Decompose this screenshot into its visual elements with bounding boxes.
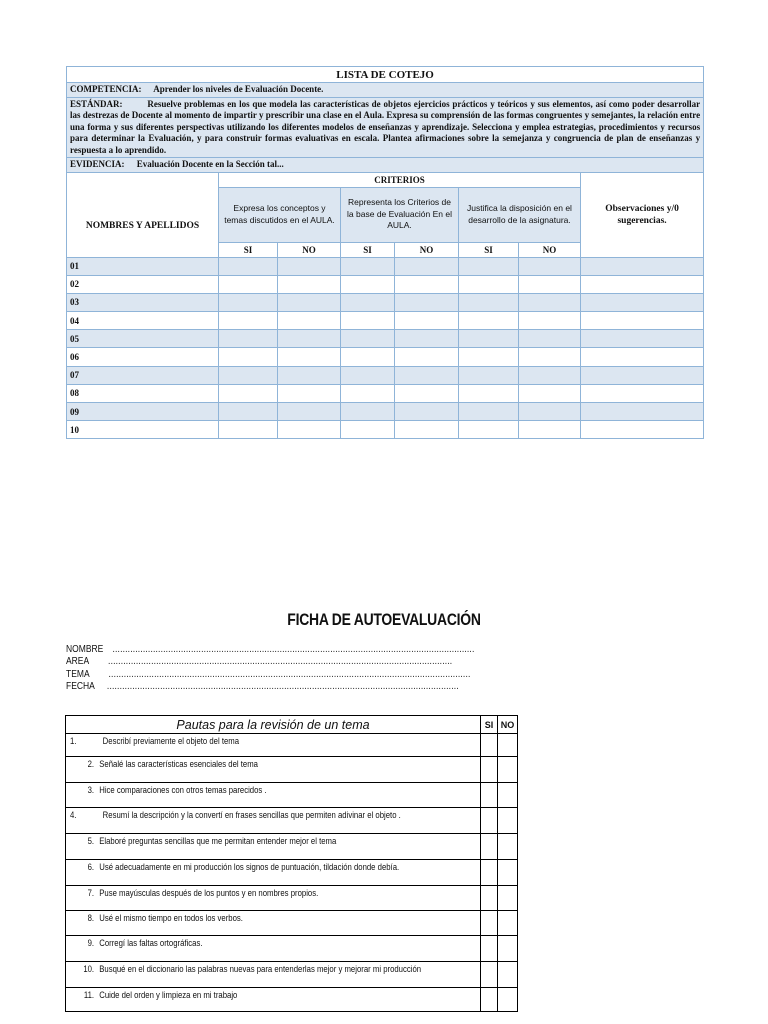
nombres-header: NOMBRES Y APELLIDOS <box>67 172 219 257</box>
cell-c2-no[interactable] <box>395 421 459 439</box>
pauta-row <box>66 783 518 808</box>
cell-c3-no[interactable] <box>519 366 581 384</box>
pauta-text: Usé adecuadamente en mi producción los signos de puntuación, tildación donde debía. <box>99 862 400 872</box>
cotejo-title: LISTA DE COTEJO <box>67 67 704 83</box>
fecha-label: FECHA <box>66 681 95 692</box>
cell-c1-no[interactable] <box>278 257 341 275</box>
evidencia-label: EVIDENCIA: <box>70 159 125 169</box>
competencia-row <box>67 83 704 98</box>
row-number: 04 <box>67 312 219 330</box>
pauta-number: 2. <box>87 759 95 769</box>
cell-c2-no[interactable] <box>395 312 459 330</box>
pauta-row <box>66 911 518 936</box>
pauta-text: Hice comparaciones con otros temas parecidos . <box>99 785 267 795</box>
cell-c3-si[interactable] <box>459 366 519 384</box>
pauta-no-checkbox[interactable] <box>498 886 518 911</box>
pauta-row <box>66 834 518 860</box>
cell-c1-si[interactable] <box>219 312 278 330</box>
area-dots: ........................................................................................................................................ <box>108 656 453 667</box>
cell-c3-no[interactable] <box>519 330 581 348</box>
nombre-label: NOMBRE <box>66 644 104 655</box>
cell-c1-no[interactable] <box>278 348 341 366</box>
cotejo-row <box>67 403 704 421</box>
cell-c3-no[interactable] <box>519 403 581 421</box>
cell-c1-no[interactable] <box>278 421 341 439</box>
pauta-text: Corregí las faltas ortográficas. <box>99 938 203 948</box>
row-number: 06 <box>67 348 219 366</box>
criterio-2-si: SI <box>341 242 395 257</box>
pauta-row <box>66 936 518 962</box>
cell-c1-no[interactable] <box>278 330 341 348</box>
pauta-number: 11. <box>83 990 95 1000</box>
pauta-si-checkbox[interactable] <box>481 757 498 783</box>
pauta-no-checkbox[interactable] <box>498 734 518 757</box>
pauta-number: 6. <box>87 862 95 872</box>
pauta-item <box>66 860 481 886</box>
pauta-item <box>66 886 481 911</box>
pauta-text: Puse mayúsculas después de los puntos y en nombres propios. <box>99 888 319 898</box>
criterio-2: Representa los Criterios de la base de Evaluación En el AULA. <box>341 187 459 242</box>
nombre-dots: ............................................................................................................................................... <box>112 644 475 655</box>
cell-c1-si[interactable] <box>219 384 278 402</box>
cell-c3-no[interactable] <box>519 257 581 275</box>
pauta-item <box>66 936 481 962</box>
cell-observaciones[interactable] <box>581 366 704 384</box>
cell-c2-si[interactable] <box>341 384 395 402</box>
criterio-1: Expresa los conceptos y temas discutidos en el AULA. <box>219 187 341 242</box>
cell-observaciones[interactable] <box>581 403 704 421</box>
cell-observaciones[interactable] <box>581 421 704 439</box>
tema-dots: ............................................................................................................................................... <box>108 669 471 680</box>
cell-observaciones[interactable] <box>581 275 704 293</box>
pauta-no-checkbox[interactable] <box>498 860 518 886</box>
cell-c1-no[interactable] <box>278 366 341 384</box>
pauta-row <box>66 962 518 988</box>
pauta-number: 5. <box>87 836 95 846</box>
pauta-no-checkbox[interactable] <box>498 783 518 808</box>
row-number: 03 <box>67 293 219 311</box>
cell-c2-si[interactable] <box>341 293 395 311</box>
pauta-no-checkbox[interactable] <box>498 911 518 936</box>
cell-c3-no[interactable] <box>519 348 581 366</box>
pauta-number: 4. <box>70 810 77 820</box>
cell-c3-si[interactable] <box>459 312 519 330</box>
evidencia-row <box>67 158 704 173</box>
cell-c2-no[interactable] <box>395 275 459 293</box>
pauta-row <box>66 886 518 911</box>
cell-c1-si[interactable] <box>219 257 278 275</box>
row-number: 07 <box>67 366 219 384</box>
observaciones-header: Observaciones y/0 sugerencias. <box>581 172 704 257</box>
cotejo-row <box>67 421 704 439</box>
cell-c1-no[interactable] <box>278 293 341 311</box>
cell-c2-no[interactable] <box>395 257 459 275</box>
pauta-text: Usé el mismo tiempo en todos los verbos. <box>99 913 243 923</box>
pauta-no-checkbox[interactable] <box>498 808 518 834</box>
pauta-number: 8. <box>87 913 95 923</box>
cell-c1-si[interactable] <box>219 403 278 421</box>
row-number: 01 <box>67 257 219 275</box>
cell-c2-no[interactable] <box>395 403 459 421</box>
cell-c1-si[interactable] <box>219 275 278 293</box>
pauta-row <box>66 808 518 834</box>
cell-c2-no[interactable] <box>395 366 459 384</box>
pauta-item <box>66 911 481 936</box>
pauta-row <box>66 734 518 757</box>
cell-c1-si[interactable] <box>219 293 278 311</box>
pauta-si-checkbox[interactable] <box>481 783 498 808</box>
evidencia-text: Evaluación Docente en la Sección tal... <box>136 159 284 169</box>
cell-c2-si[interactable] <box>341 257 395 275</box>
pauta-number: 1. <box>70 736 77 746</box>
pauta-row <box>66 988 518 1012</box>
pauta-item <box>66 988 481 1012</box>
pauta-item <box>66 834 481 860</box>
cell-c3-no[interactable] <box>519 275 581 293</box>
cell-c2-no[interactable] <box>395 293 459 311</box>
cell-c3-si[interactable] <box>459 348 519 366</box>
pauta-item <box>66 734 481 757</box>
cotejo-row <box>67 348 704 366</box>
pauta-si-checkbox[interactable] <box>481 886 498 911</box>
pauta-si-checkbox[interactable] <box>481 734 498 757</box>
cell-observaciones[interactable] <box>581 312 704 330</box>
row-number: 09 <box>67 403 219 421</box>
competencia-label: COMPETENCIA: <box>70 84 142 94</box>
cell-c1-no[interactable] <box>278 384 341 402</box>
cell-c3-si[interactable] <box>459 421 519 439</box>
pauta-number: 7. <box>87 888 95 898</box>
pauta-text: Busqué en el diccionario las palabras nuevas para entenderlas mejor y mejorar mi producción <box>99 964 422 974</box>
pauta-item <box>66 783 481 808</box>
row-number: 02 <box>67 275 219 293</box>
pauta-no-checkbox[interactable] <box>498 757 518 783</box>
pauta-si-checkbox[interactable] <box>481 936 498 962</box>
cell-c2-si[interactable] <box>341 275 395 293</box>
cell-c3-no[interactable] <box>519 312 581 330</box>
cell-c2-si[interactable] <box>341 348 395 366</box>
cell-c3-si[interactable] <box>459 275 519 293</box>
cell-c2-si[interactable] <box>341 312 395 330</box>
cell-c3-si[interactable] <box>459 403 519 421</box>
area-label: AREA <box>66 656 89 667</box>
criterio-3-no: NO <box>519 242 581 257</box>
cell-c3-si[interactable] <box>459 293 519 311</box>
cell-c2-si[interactable] <box>341 330 395 348</box>
cotejo-row <box>67 293 704 311</box>
pautas-table <box>65 715 518 1012</box>
cell-c2-si[interactable] <box>341 421 395 439</box>
pauta-text: Señalé las características esenciales del tema <box>99 759 258 769</box>
cell-c1-si[interactable] <box>219 330 278 348</box>
pauta-row <box>66 757 518 783</box>
cell-c2-si[interactable] <box>341 366 395 384</box>
pauta-number: 9. <box>87 938 95 948</box>
pauta-row <box>66 860 518 886</box>
cell-observaciones[interactable] <box>581 257 704 275</box>
cotejo-row <box>67 275 704 293</box>
area-field <box>66 655 452 668</box>
pautas-no-header: NO <box>498 716 518 734</box>
pauta-text: Cuide del orden y limpieza en mi trabajo <box>99 990 238 1000</box>
cell-c3-no[interactable] <box>519 384 581 402</box>
cell-c2-si[interactable] <box>341 403 395 421</box>
row-number: 10 <box>67 421 219 439</box>
cell-c1-no[interactable] <box>278 312 341 330</box>
pauta-si-checkbox[interactable] <box>481 860 498 886</box>
cell-c1-si[interactable] <box>219 348 278 366</box>
criterios-header: CRITERIOS <box>219 172 581 187</box>
pauta-si-checkbox[interactable] <box>481 988 498 1012</box>
pauta-text: Describí previamente el objeto del tema <box>102 736 240 746</box>
estandar-row <box>67 97 704 158</box>
pauta-number: 10. <box>83 964 95 974</box>
cell-c3-si[interactable] <box>459 384 519 402</box>
cell-c1-no[interactable] <box>278 403 341 421</box>
cell-c3-si[interactable] <box>459 330 519 348</box>
fecha-field <box>66 680 459 693</box>
cell-c3-no[interactable] <box>519 421 581 439</box>
row-number: 08 <box>67 384 219 402</box>
pauta-no-checkbox[interactable] <box>498 962 518 988</box>
criterio-1-si: SI <box>219 242 278 257</box>
pauta-si-checkbox[interactable] <box>481 834 498 860</box>
pauta-no-checkbox[interactable] <box>498 988 518 1012</box>
pauta-si-checkbox[interactable] <box>481 808 498 834</box>
criterio-3: Justifica la disposición en el desarrollo de la asignatura. <box>459 187 581 242</box>
cell-c1-no[interactable] <box>278 275 341 293</box>
ficha-title: FICHA DE AUTOEVALUACIÓN <box>287 610 481 629</box>
criterio-2-no: NO <box>395 242 459 257</box>
cell-observaciones[interactable] <box>581 348 704 366</box>
cotejo-row <box>67 384 704 402</box>
cell-c2-no[interactable] <box>395 348 459 366</box>
pauta-text: Resumí la descripción y la convertí en frases sencillas que permiten adivinar el objeto . <box>102 810 401 820</box>
pauta-no-checkbox[interactable] <box>498 834 518 860</box>
estandar-text: Resuelve problemas en los que modela las características de objetos ejercicios prácticos y teóricos y sus elementos, así como poder desarrollar las destrezas de Docente al momento de impartir y prescribir una clase en el Aula. Expresa su comprensión de las formas congruentes y semejantes, la relación entre una forma y sus diferentes perspectivas utilizando los diferentes modelos de enseñanzas y aprendizaje. Selecciona y emplea estrategias, procedimientos y recursos para determinar la Evaluación, y para construir formas evaluativas en escala. Plantea afirmaciones sobre la semejanza y congruencia de plan de enseñanzas y respuesta a lo aprendido. <box>70 98 701 155</box>
cell-c2-no[interactable] <box>395 384 459 402</box>
pauta-number: 3. <box>87 785 95 795</box>
cell-c2-no[interactable] <box>395 330 459 348</box>
pauta-no-checkbox[interactable] <box>498 936 518 962</box>
cell-c3-si[interactable] <box>459 257 519 275</box>
cotejo-row <box>67 312 704 330</box>
pautas-header: Pautas para la revisión de un tema <box>66 716 481 734</box>
pauta-item <box>66 962 481 988</box>
criterio-3-si: SI <box>459 242 519 257</box>
cotejo-row <box>67 257 704 275</box>
pauta-item <box>66 757 481 783</box>
cell-c1-si[interactable] <box>219 366 278 384</box>
estandar-label: ESTÁNDAR: <box>70 98 123 109</box>
cell-observaciones[interactable] <box>581 293 704 311</box>
row-number: 05 <box>67 330 219 348</box>
competencia-text: Aprender los niveles de Evaluación Docente. <box>153 84 324 94</box>
fecha-dots: ........................................................................................................................................... <box>106 681 459 692</box>
cotejo-row <box>67 366 704 384</box>
criterio-1-no: NO <box>278 242 341 257</box>
cell-c1-si[interactable] <box>219 421 278 439</box>
cotejo-row <box>67 330 704 348</box>
lista-de-cotejo-table <box>66 66 704 439</box>
pauta-item <box>66 808 481 834</box>
cell-observaciones[interactable] <box>581 384 704 402</box>
cell-c3-no[interactable] <box>519 293 581 311</box>
tema-label: TEMA <box>66 669 90 680</box>
cell-observaciones[interactable] <box>581 330 704 348</box>
pautas-si-header: SI <box>481 716 498 734</box>
pauta-text: Elaboré preguntas sencillas que me permitan entender mejor el tema <box>99 836 337 846</box>
pauta-si-checkbox[interactable] <box>481 911 498 936</box>
